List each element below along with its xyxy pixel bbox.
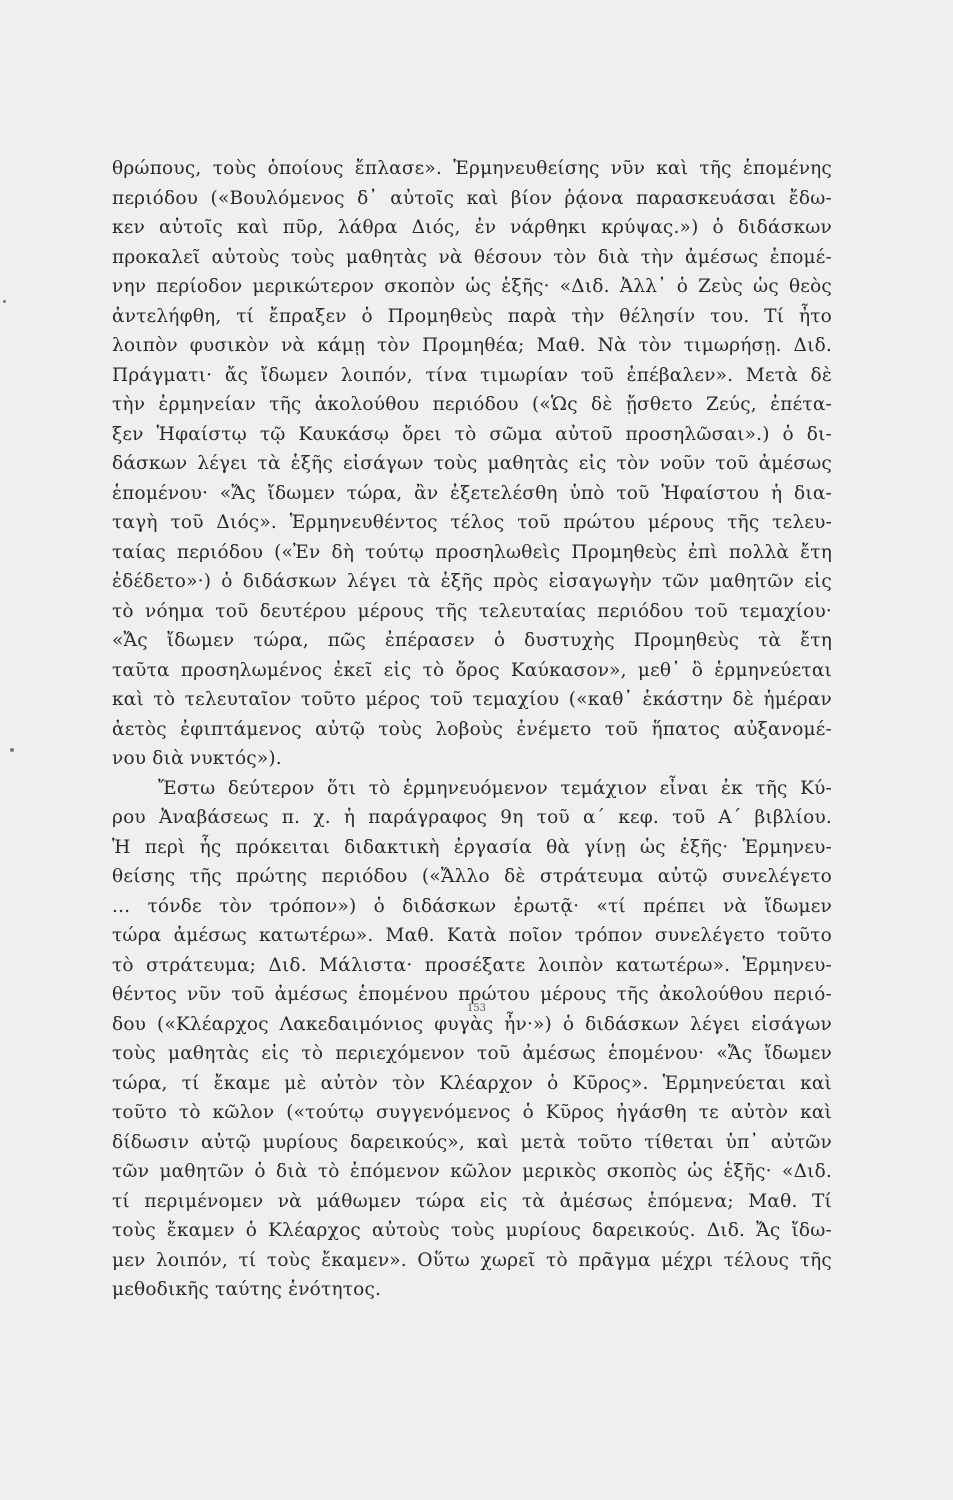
text-line: δου («Κλέαρχος Λακεδαιμόνιος φυγὰς ἦν·») ὁ διδάσκων λέγει εἰσάγων bbox=[112, 1013, 832, 1035]
text-line: δίδωσιν αὐτῷ μυρίους δαρεικούς», καὶ μετὰ τοῦτο τίθεται ὑπ᾿ αὐτῶν bbox=[112, 1131, 832, 1153]
body-text bbox=[112, 154, 832, 1305]
text-line: μεν λοιπόν, τί τοὺς ἔκαμεν». Οὕτω χωρεῖ τὸ πρᾶγμα μέχρι τέλους τῆς bbox=[112, 1249, 832, 1271]
margin-speck bbox=[3, 300, 6, 303]
text-line: θρώπους, τοὺς ὁποίους ἔπλασε». Ἑρμηνευθείσης νῦν καὶ τῆς ἑπομένης bbox=[112, 158, 832, 179]
text-line: κεν αὐτοῖς καὶ πῦρ, λάθρα Διός, ἐν νάρθηκι κρύψας.») ὁ διδάσκων bbox=[112, 217, 832, 238]
text-line: καὶ τὸ τελευταῖον τοῦτο μέρος τοῦ τεμαχίου («καθ᾿ ἑκάστην δὲ ἡμέραν bbox=[112, 689, 832, 710]
text-line: τοὺς μαθητὰς εἰς τὸ περιεχόμενον τοῦ ἀμέσως ἑπομένου· «Ἄς ἴδωμεν bbox=[112, 1043, 832, 1064]
text-line: ἀετὸς ἐφιπτάμενος αὐτῷ τοὺς λοβοὺς ἐνέμετο τοῦ ἥπατος αὐξανομέ- bbox=[112, 718, 832, 740]
text-line: περιόδου («Βουλόμενος δ᾿ αὐτοῖς καὶ βίον ῥᾴονα παρασκευάσαι ἔδω- bbox=[112, 187, 832, 209]
text-line: τὴν ἑρμηνείαν τῆς ἀκολούθου περιόδου («Ὡς δὲ ᾔσθετο Ζεύς, ἐπέτα- bbox=[112, 394, 832, 415]
text-line: λοιπὸν φυσικὸν νὰ κάμῃ τὸν Προμηθέα; Μαθ. Νὰ τὸν τιμωρήσῃ. Διδ. bbox=[112, 335, 832, 356]
text-line: τί περιμένομεν νὰ μάθωμεν τώρα εἰς τὰ ἀμέσως ἑπόμενα; Μαθ. Τί bbox=[112, 1190, 832, 1212]
text-line: τῶν μαθητῶν ὁ διὰ τὸ ἑπόμενον κῶλον μερικὸς σκοπὸς ὡς ἑξῆς· «Διδ. bbox=[112, 1161, 832, 1182]
text-line: νου διὰ νυκτός»). bbox=[112, 748, 282, 769]
margin-speck bbox=[10, 748, 14, 752]
text-line: τὸ νόημα τοῦ δευτέρου μέρους τῆς τελευταίας περιόδου τοῦ τεμαχίου· bbox=[112, 600, 832, 622]
text-line: Πράγματι· ἄς ἴδωμεν λοιπόν, τίνα τιμωρίαν τοῦ ἐπέβαλεν». Μετὰ δὲ bbox=[112, 364, 832, 386]
page-number: 153 bbox=[466, 1003, 487, 1014]
text-line: ἑπομένου· «Ἄς ἴδωμεν τώρα, ἂν ἐξετελέσθη ὑπὸ τοῦ Ἡφαίστου ἡ δια- bbox=[112, 482, 832, 504]
text-line: Ἡ περὶ ἧς πρόκειται διδακτικὴ ἐργασία θὰ γίνῃ ὡς ἑξῆς· Ἑρμηνευ- bbox=[112, 836, 832, 858]
text-line: θείσης τῆς πρώτης περιόδου («Ἄλλο δὲ στράτευμα αὐτῷ συνελέγετο bbox=[112, 866, 832, 887]
text-line: ταίας περιόδου («Ἐν δὴ τούτῳ προσηλωθεὶς Προμηθεὺς ἐπὶ πολλὰ ἔτη bbox=[112, 541, 832, 563]
text-line: προκαλεῖ αὐτοὺς τοὺς μαθητὰς νὰ θέσουν τὸν διὰ τὴν ἀμέσως ἑπομέ- bbox=[112, 246, 832, 268]
text-line: τὸ στράτευμα; Διδ. Μάλιστα· προσέξατε λοιπὸν κατωτέρω». Ἑρμηνευ- bbox=[112, 954, 832, 976]
text-line: τοὺς ἔκαμεν ὁ Κλέαρχος αὐτοὺς τοὺς μυρίους δαρεικούς. Διδ. Ἄς ἴδω- bbox=[112, 1220, 832, 1241]
text-line: θέντος νῦν τοῦ ἀμέσως ἑπομένου πρώτου μέρους τῆς ἀκολούθου περιό- bbox=[112, 984, 832, 1005]
text-line: νην περίοδον μερικώτερον σκοπὸν ὡς ἑξῆς· «Διδ. Ἀλλ᾿ ὁ Ζεὺς ὡς θεὸς bbox=[112, 276, 832, 297]
text-line: ἐδέδετο»·) ὁ διδάσκων λέγει τὰ ἑξῆς πρὸς εἰσαγωγὴν τῶν μαθητῶν εἰς bbox=[112, 571, 832, 592]
text-line: μεθοδικῆς ταύτης ἑνότητος. bbox=[112, 1279, 382, 1300]
text-line: ... τόνδε τὸν τρόπον») ὁ διδάσκων ἐρωτᾷ· «τί πρέπει νὰ ἴδωμεν bbox=[112, 895, 832, 917]
text-line: ἀντελήφθη, τί ἔπραξεν ὁ Προμηθεὺς παρὰ τὴν θέλησίν του. Τί ἦτο bbox=[112, 305, 832, 327]
text-line: «Ἄς ἴδωμεν τώρα, πῶς ἐπέρασεν ὁ δυστυχὴς Προμηθεὺς τὰ ἔτη bbox=[112, 630, 832, 651]
text-line: ρου Ἀναβάσεως π. χ. ἡ παράγραφος 9η τοῦ α΄ κεφ. τοῦ Α΄ βιβλίου. bbox=[112, 807, 832, 828]
text-line: ξεν Ἡφαίστῳ τῷ Καυκάσῳ ὄρει τὸ σῶμα αὐτοῦ προσηλῶσαι».) ὁ δι- bbox=[112, 423, 832, 445]
text-line: τώρα, τί ἔκαμε μὲ αὐτὸν τὸν Κλέαρχον ὁ Κῦρος». Ἑρμηνεύεται καὶ bbox=[112, 1072, 832, 1094]
text-line: ταγὴ τοῦ Διός». Ἑρμηνευθέντος τέλος τοῦ πρώτου μέρους τῆς τελευ- bbox=[112, 512, 832, 533]
text-line: δάσκων λέγει τὰ ἑξῆς εἰσάγων τοὺς μαθητὰς εἰς τὸν νοῦν τοῦ ἀμέσως bbox=[112, 453, 832, 474]
text-line: Ἔστω δεύτερον ὅτι τὸ ἑρμηνευόμενον τεμάχιον εἶναι ἐκ τῆς Κύ- bbox=[158, 777, 832, 799]
text-line: τοῦτο τὸ κῶλον («τούτῳ συγγενόμενος ὁ Κῦρος ἠγάσθη τε αὐτὸν καὶ bbox=[112, 1102, 832, 1123]
text-line: ταῦτα προσηλωμένος ἐκεῖ εἰς τὸ ὄρος Καύκασον», μεθ᾿ ὃ ἑρμηνεύεται bbox=[112, 659, 832, 681]
text-line: τώρα ἀμέσως κατωτέρω». Μαθ. Κατὰ ποῖον τρόπον συνελέγετο τοῦτο bbox=[112, 925, 832, 946]
